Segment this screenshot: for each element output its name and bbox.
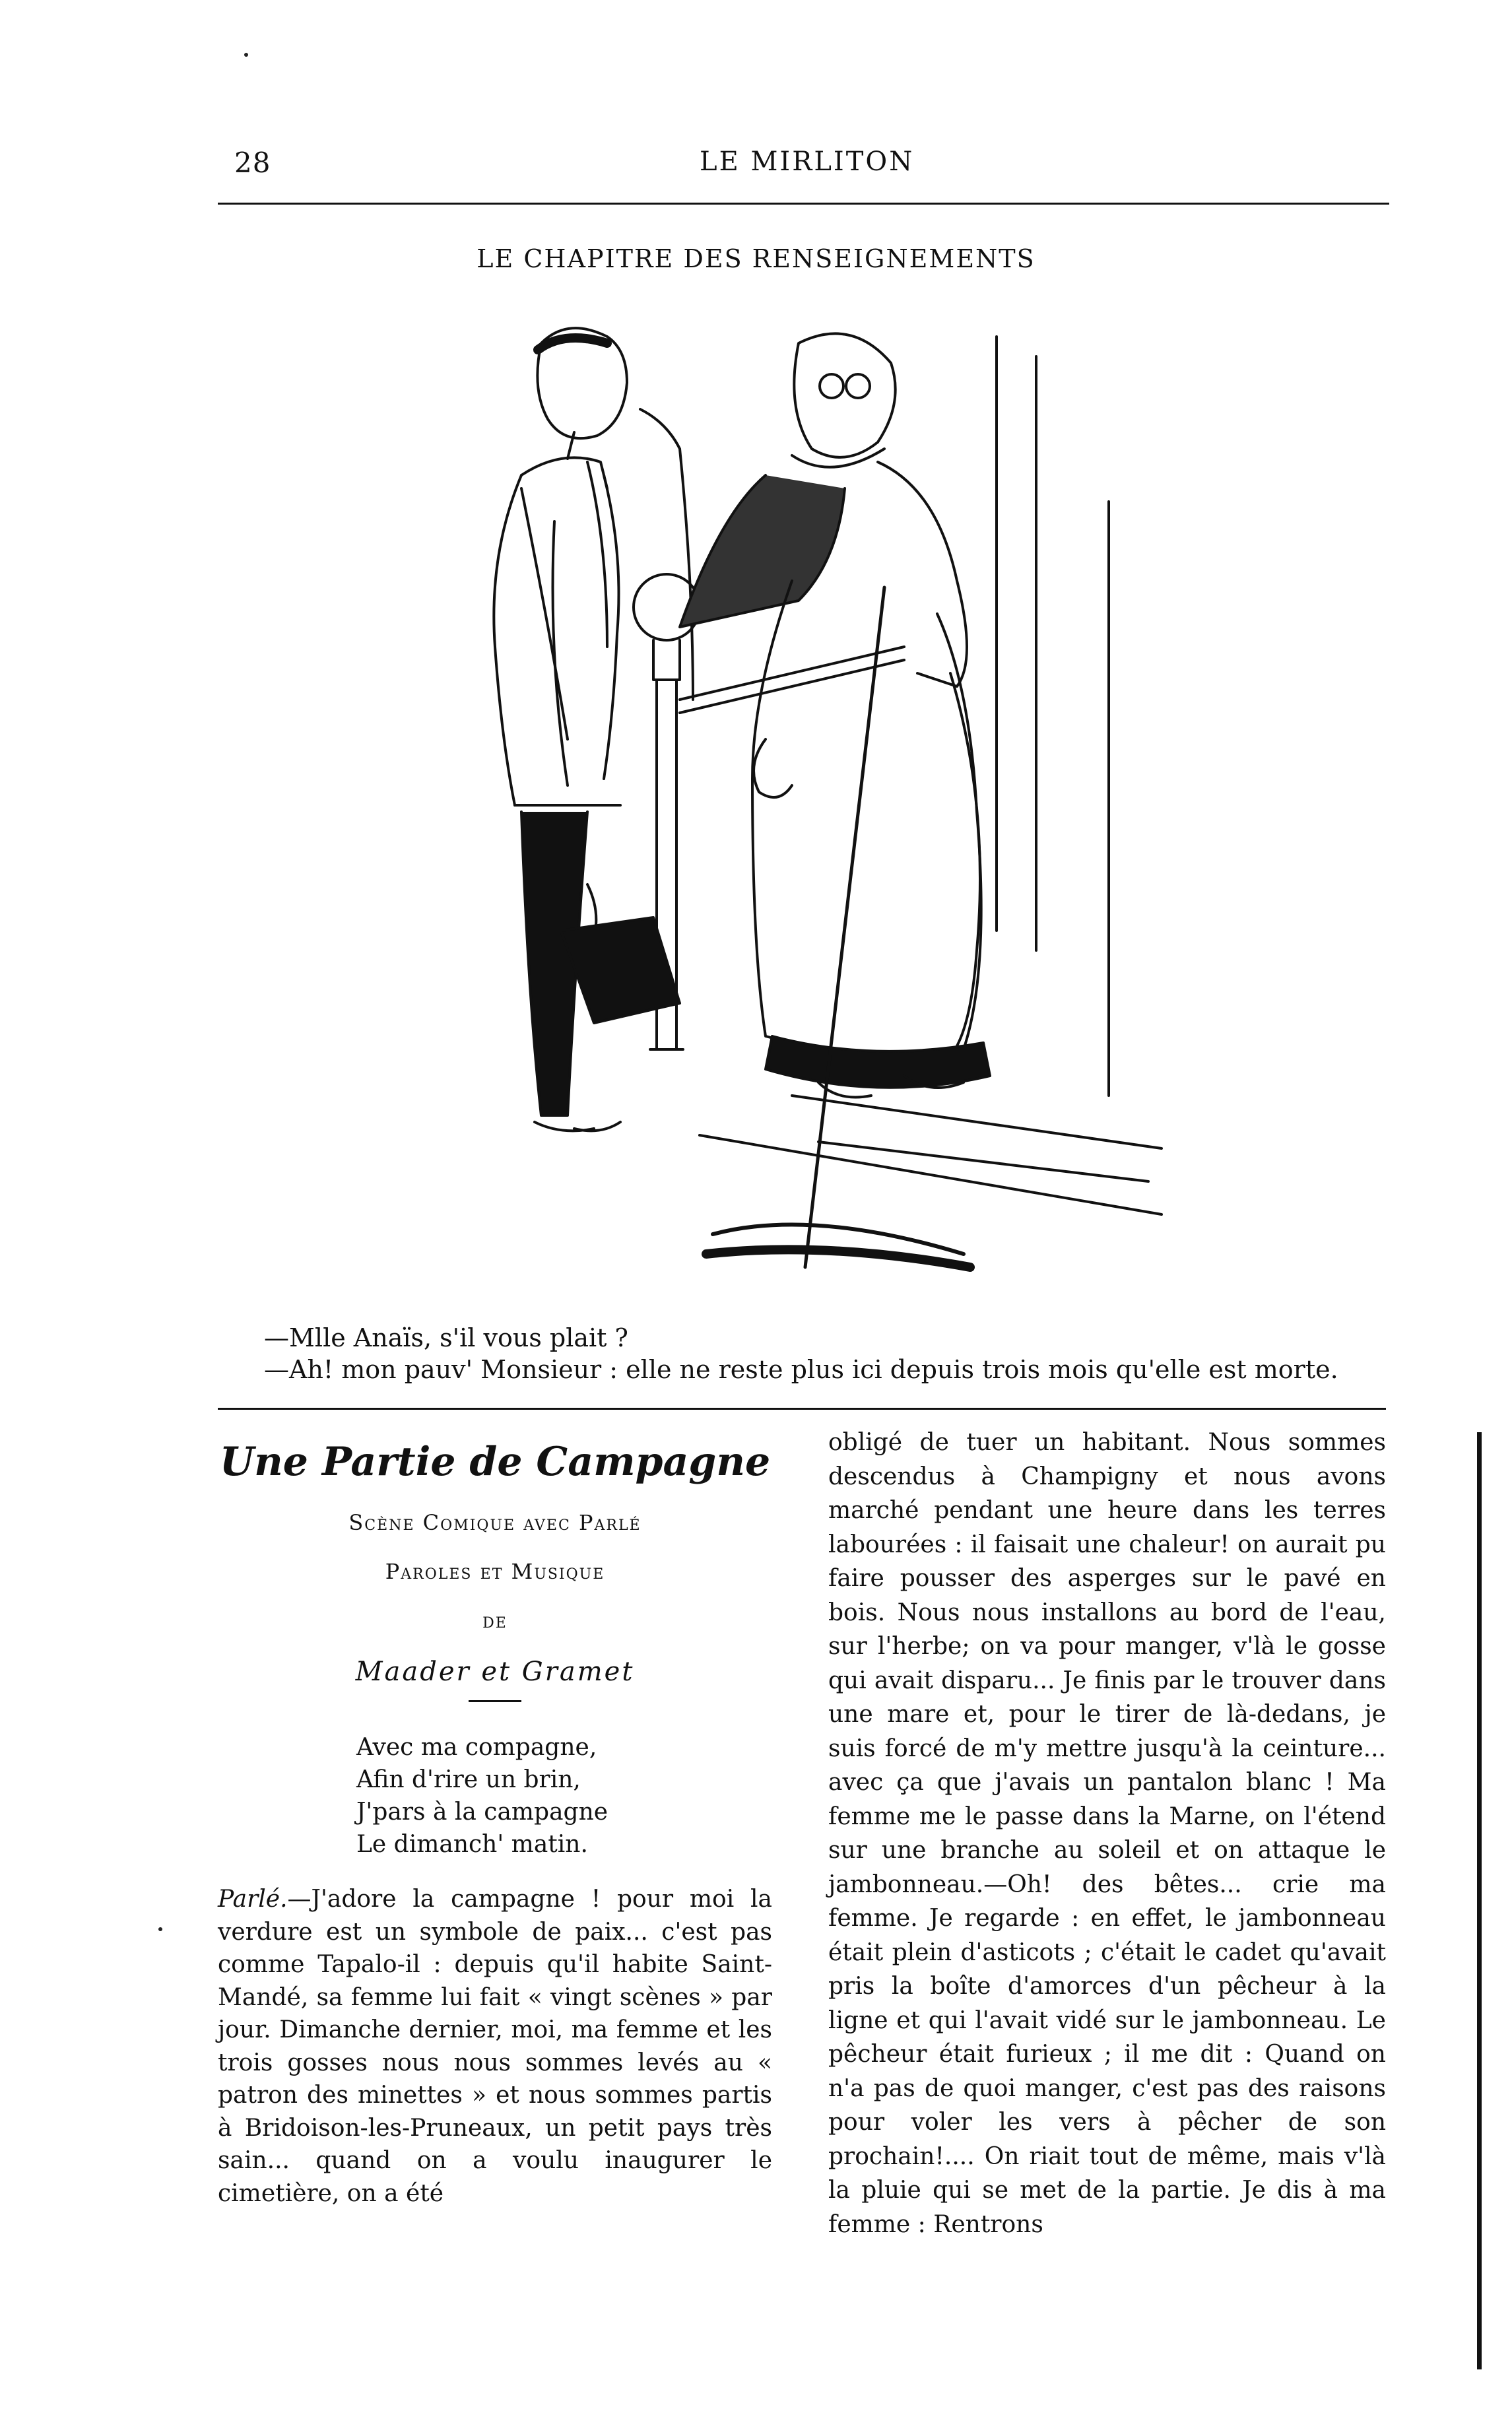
lamp-post	[634, 574, 904, 1049]
engraving-two-figures-icon	[422, 304, 1181, 1300]
article-left-column	[218, 1426, 772, 2210]
page-number: 28	[234, 147, 271, 179]
article-subtitle: Scène Comique avec Parlé	[348, 1510, 641, 1535]
spoken-text-right: obligé de tuer un habitant. Nous sommes descendus à Champigny et nous avons marché pendant une heure dans les terres labourées : il faisait une chaleur! on aurait pu faire pousser des asperges sur le pavé en bois. Nous nous installons au bord de l'eau, sur l'herbe; on va pour manger, v'là le gosse qui avait disparu... Je finis par le trouver dans une mare et, pour le tirer de là-dedans, je suis forcé de m'y mettre jusqu'à la ceinture... avec ça que j'avais un pantalon blanc ! Ma femme me le passe dans la Marne, on l'étend sur une branche au soleil et on attaque le jambonneau.—Oh! des bêtes... crie ma femme. Je regarde : en effet, le jambonneau était plein d'asticots ; c'était le cadet qu'avait pris la boîte d'amorces d'un pêcheur à la ligne et qui l'avait vidé sur le jambonneau. Le pêcheur était furieux ; il me dit : Quand on n'a pas de quoi manger, c'est pas des raisons pour voler les vers à pêcher de son prochain!.... On riait tout de même, mais v'là la pluie qui se met de la partie. Je dis à ma femme : Rentrons	[828, 1429, 1386, 2238]
article-authors: Maader et Gramet	[355, 1657, 635, 1687]
old-woman-figure	[680, 333, 990, 1267]
journal-title: LE MIRLITON	[700, 147, 915, 177]
credit-de: de	[482, 1608, 508, 1633]
article-right-column	[828, 1426, 1386, 2241]
gentleman-figure	[494, 328, 693, 1131]
section-title: LE CHAPITRE DES RENSEIGNEMENTS	[477, 244, 1035, 273]
broom	[706, 1224, 970, 1267]
speaker-label: Parlé.	[218, 1886, 288, 1913]
verse-line: Le dimanch' matin.	[356, 1831, 588, 1858]
speck	[158, 1927, 162, 1931]
credit-line: Paroles et Musique	[385, 1559, 605, 1584]
speck	[244, 53, 248, 57]
section-rule	[218, 1408, 1386, 1410]
spoken-text-left	[218, 1883, 772, 2210]
header-rule	[218, 203, 1389, 205]
verse-line: Avec ma compagne,	[356, 1734, 597, 1761]
song-verse	[356, 1731, 772, 1861]
caption-line-2: —Ah! mon pauv' Monsieur : elle ne reste plus ici depuis trois mois qu'elle est morte.	[264, 1355, 1338, 1384]
left-text: —J'adore la campagne ! pour moi la verdure est un symbole de paix... c'est pas comme Tapalo-il : depuis qu'il habite Saint-Mandé, sa femme lui fait « vingt scènes » par jour. Dimanche dernier, moi, ma femme et les trois gosses nous nous sommes levés au « patron des minettes » et nous sommes partis à Bridoison-les-Pruneaux, un petit pays très sain... quand on a voulu inaugurer le cimetière, on a été	[218, 1886, 772, 2207]
article-title: Une Partie de Campagne	[219, 1439, 771, 1485]
caption-line-1: —Mlle Anaïs, s'il vous plait ?	[264, 1323, 628, 1352]
margin-rule	[1477, 1432, 1482, 2369]
verse-line: Afin d'rire un brin,	[356, 1766, 581, 1793]
verse-line: J'pars à la campagne	[356, 1799, 608, 1826]
author-divider	[469, 1700, 521, 1702]
